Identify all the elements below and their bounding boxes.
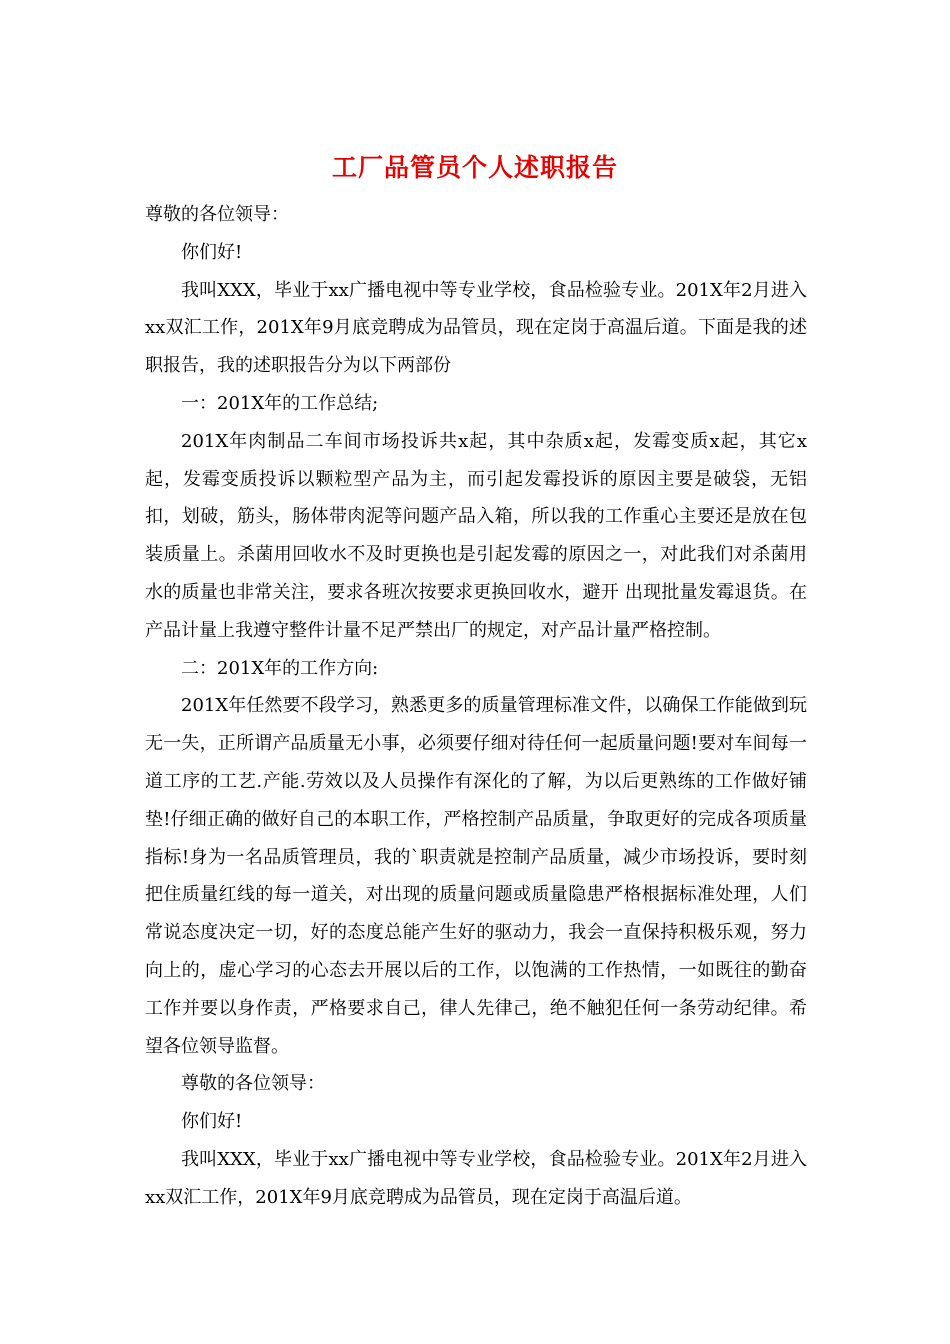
intro-paragraph: 我叫XXX，毕业于xx广播电视中等专业学校，食品检验专业。201X年2月进入 xx双汇工作，201X年9月底竞聘成为品管员，现在定岗于高温后道。下面是我的述职报告，我的述职报告分为以下两部份 [145, 279, 807, 377]
section-heading-direction: 二：201X年的工作方向: [181, 657, 379, 679]
greeting-repeat: 你们好! [181, 1111, 243, 1133]
summary-paragraph: 201X年肉制品二车间市场投诉共x起，其中杂质x起，发霉变质x起，其它x起，发霉变质投诉以颗粒型产品为主，而引起发霉投诉的原因主要是破袋，无铝扣，划破，筋头，肠体带肉泥等问题产品入箱，所以我的工作重心主要还是放在包装质量上。杀菌用回收水不及时更换也是引起发霉的原因之一，对此我们对杀菌用水的质量也非常关注，要求各班次按要求更换回收水，避开 出现批量发霉退货。在产品计量上我遵守整件计量不足严禁出厂的规定，对产品计量严格控制。 [145, 430, 807, 641]
salutation-repeat: 尊敬的各位领导： [181, 1073, 325, 1095]
greeting: 你们好! [181, 241, 243, 263]
intro-paragraph-repeat: 我叫XXX，毕业于xx广播电视中等专业学校，食品检验专业。201X年2月进入 xx双汇工作，201X年9月底竞聘成为品管员，现在定岗于高温后道。 [145, 1148, 807, 1208]
salutation: 尊敬的各位领导： [145, 204, 289, 225]
document-title: 工厂品管员个人述职报告 [331, 153, 618, 182]
document-body [145, 196, 807, 1217]
section-heading-summary: 一：201X年的工作总结; [181, 392, 379, 414]
direction-paragraph: 201X年任然要不段学习，熟悉更多的质量管理标准文件，以确保工作能做到玩无一失，正所谓产品质量无小事，必须要仔细对待任何一起质量问题!要对车间每一道工序的工艺.产能.劳效以及人员操作有深化的了解，为以后更熟练的工作做好铺垫!仔细正确的做好自己的本职工作，严格控制产品质量，争取更好的完成各项质量指标!身为一名品质管理员，我的`职责就是控制产品质量，减少市场投诉，要时刻把住质量红线的每一道关，对出现的质量问题或质量隐患严格根据标准处理，人们常说态度决定一切，好的态度总能产生好的驱动力，我会一直保持积极乐观，努力向上的，虚心学习的心态去开展以后的工作，以饱满的工作热情，一如既往的勤奋工作并要以身作责，严格要求自己，律人先律己，绝不触犯任何一条劳动纪律。希望各位领导监督。 [145, 695, 807, 1057]
